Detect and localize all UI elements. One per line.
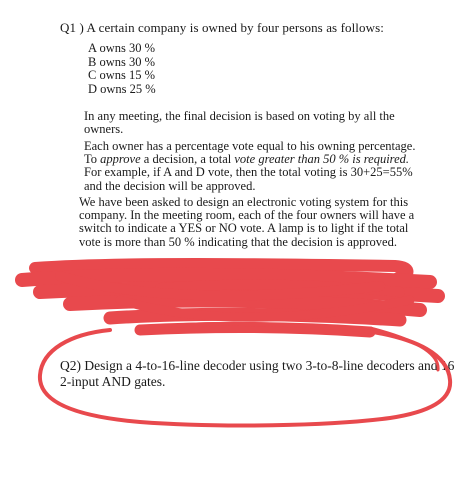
redaction-stroke [160, 285, 400, 292]
redaction-stroke [120, 300, 410, 317]
redaction-stroke [22, 275, 430, 282]
vote-rule-paragraph [84, 140, 424, 193]
owner-c: C owns 15 % [88, 68, 156, 82]
design-line-3: switch to indicate a YES or NO vote. A lamp is to light if the total [79, 221, 409, 236]
requirement-emphasis: vote greater than 50 % is required. [234, 152, 409, 167]
q2-question [60, 358, 455, 390]
approve-emphasis: approve [100, 152, 141, 167]
vote-rule-line-1: Each owner has a percentage vote equal to his owning percentage. [84, 139, 416, 153]
meeting-paragraph [84, 110, 424, 136]
q2-line-2: 2-input AND gates. [60, 374, 166, 389]
meeting-line-1: In any meeting, the final decision is based on voting by all the [84, 109, 395, 123]
meeting-line-2: owners. [84, 122, 124, 137]
design-paragraph [79, 196, 424, 249]
design-line-1: We have been asked to design an electronic voting system for this [79, 195, 409, 209]
redaction-stroke [40, 289, 438, 296]
design-line-4: vote is more than 50 % indicating that the decision is approved. [79, 234, 397, 249]
redaction-stroke [70, 301, 420, 310]
text-segment: a decision, a total [140, 152, 235, 167]
owner-b: B owns 30 % [88, 54, 156, 69]
owner-d: D owns 25 % [88, 81, 156, 96]
redaction-stroke [110, 314, 400, 320]
vote-rule-line-3: For example, if A and D vote, then the total voting is 30+25=55% [84, 165, 413, 180]
redaction-stroke [35, 264, 407, 278]
q2-line-1: Q2) Design a 4-to-16-line decoder using two 3-to-8-line decoders and 16 [60, 358, 455, 373]
text-segment: To [84, 152, 101, 167]
redaction-stroke [140, 328, 370, 332]
owner-a: A owns 30 % [88, 41, 156, 55]
q1-title: Q1 ) A certain company is owned by four persons as follows: [60, 20, 384, 35]
redaction-stroke [60, 276, 380, 295]
design-line-2: company. In the meeting room, each of the four owners will have a [79, 208, 415, 223]
vote-rule-line-4: and the decision will be approved. [84, 178, 256, 193]
owners-list [88, 42, 156, 96]
